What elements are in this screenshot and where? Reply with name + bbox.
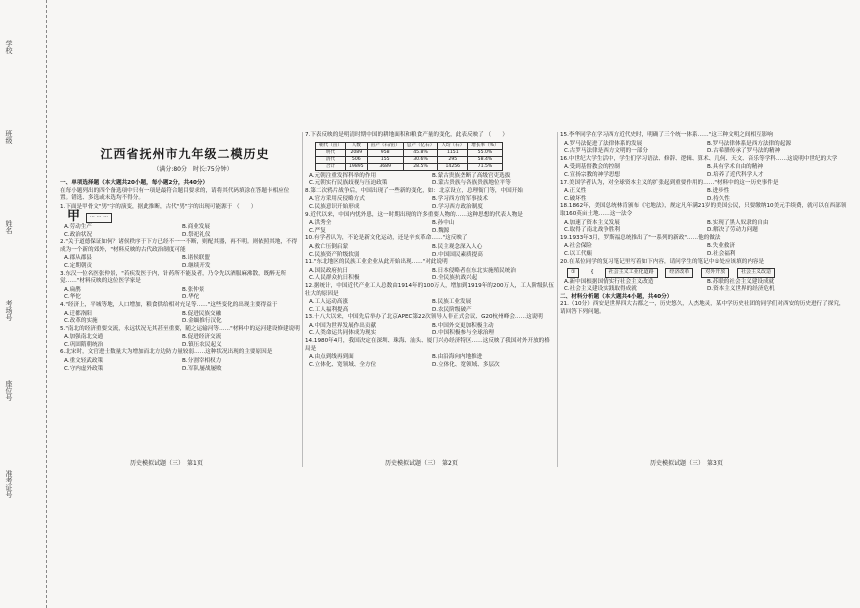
question-12-options: A.工人运动高涨 B.民族工业发展 C.工人福利提高 D.农民阶级破产 (309, 299, 472, 313)
question-11-options: A.国民政府抗日 B.日本侵略者在东北实施殖民统治 C.人民群众抗日积极 D.全民族抗战兴起 (309, 267, 516, 282)
binding-label-room: 考场号 (5, 300, 13, 321)
question-13: 13.十八大以来，中国先后举办了北京APEC第22次领导人非正式会议、G20杭州峰会……这说明 (305, 314, 543, 321)
question-6: 6.北宋时，文官进士数量大为增加而北方边防力量较弱……这种状况出现的主要原因是 (60, 349, 273, 356)
score-line: （满分:80分 时长:75分钟） (153, 166, 233, 173)
question-10: 10.有学者认为，不论是新文化运动，还是辛亥革命……"这反映了 (305, 235, 468, 242)
section-heading: 一、单项选择题（本大题共20小题，每小题2分，共40分） (60, 180, 209, 186)
question-11: 11."东北地区的民族工业企业从此开始出现……"对此说明 (305, 259, 448, 266)
question-18: 18.1862年，美国总统林肯颁布《宅地法》，规定凡年满21岁的美国公民，只要缴纳10美元手续费，就可以在西部领取160英亩土地……这一法令 (560, 203, 847, 217)
question-8: 8.第二次鸦片战争后，中国出现了一些新的变化，如：北京设立，总理衙门等，中国开始 (305, 187, 523, 194)
column-divider (302, 132, 303, 467)
question-15: 15.李华同学在学习西方近代史时，明确了三个统一体系……"这三种文明之间相互影响 (560, 132, 773, 138)
instruction: 在每小题列出的四个备选项中只有一项是最符合题目要求的，请将其代码填涂在答题卡相应位置。错选、多选或未选均不得分。 (60, 187, 290, 202)
question-8-options: A.官方采用反侵略方式 B.学习西方的军事技术 C.民族意识开始形成 D.学习西方政治制度 (309, 196, 488, 210)
binding-label-name: 姓名 (5, 220, 13, 234)
question-17: 17.美国学者认为，对全球资本主义的扩张起到重要作用的……"材料中的这一历史事件是 (560, 179, 779, 186)
question-5: 5."南北的经济重要交流，永远状况无其甚至重要，随之运输河等……"材料中的运河建设修建说明 (60, 325, 300, 332)
question-20-diagram (560, 267, 850, 279)
question-17-options: A.正义性 B.进步性 C.破坏性 D.持久性 (564, 188, 730, 202)
table-row: 合计 19895 3689 28.5% 14256 71.5% (316, 163, 503, 170)
question-19: 19.1933年3月，罗斯福总统推出了"一系列的新政"……他的做法 (560, 234, 721, 241)
question-7: 7.下表反映的是明清时期中国的耕地面积和粮食产量的变化，此表反映了 （ ） (305, 132, 508, 138)
question-9: 9.近代以来，中国内忧外患，这一时期出现的许多重要人物的……这种思想的代表人物是 (305, 211, 523, 218)
binding-margin (0, 0, 47, 608)
question-1-options: A.劳动生产 B.商业发展 C.政治状况 D.祭祀礼仪 (64, 223, 211, 238)
column-divider (557, 132, 558, 467)
question-12: 12.据统计，中国近代产业工人总数由1914年的100万人，增加到1919年的200万人，工人阶级队伍壮大的原因是 (305, 282, 554, 297)
binding-label-seat: 座位号 (5, 380, 13, 401)
brace-icon: { (590, 269, 594, 276)
question-19-options: A.社会保险 B.失业救济 C.以工代赈 D.社会福利 (564, 243, 736, 257)
diagram-node: 经济改革 (665, 268, 693, 278)
question-1: 1.下面是甲骨文"男"字的演变，据此推断，古代"男"字的出现可能源于 （ ） (60, 203, 257, 210)
question-3-options: A.扁鹊 B.张仲景 C.华佗 D.华佗 (64, 286, 205, 301)
question-14: 14.1980年4月，我国决定在深圳、珠海、汕头、厦门兴办经济特区……这反映了我国对外开放的格局是 (305, 338, 550, 352)
diagram-node: 社会主义改造 (737, 268, 775, 278)
page-footer-1: 历史模拟试题（三） 第1页 (130, 460, 203, 467)
oracle-bone-glyph-icon: 甲 (67, 209, 81, 225)
question-4: 4."经济上，平城等地，人口增加，粮食供给相对充足等……"这些变化的出现主要得益于 (60, 301, 278, 308)
question-2-options: A.郡从郡县 B.诸侯联盟 C.定期朝贡 D.继续开发 (64, 255, 211, 269)
binding-label-ticket: 准考证号 (5, 470, 13, 498)
binding-label-class: 班级 (5, 130, 13, 144)
diagram-node: 对外开放 (701, 268, 729, 278)
question-15-options: A.罗马法促进了法律体系的发展 B.罗马法律体系是西方法律的起源 C.古罗马法律是西方文明的一部分 D.古希腊传承了罗马法的精神 (564, 140, 791, 155)
question-10-options: A.救亡压倒启蒙 B.民主观念深入人心 C.民族资产阶级软弱 D.中国国民素质提高 (309, 243, 483, 258)
column-3 (560, 132, 850, 318)
table-row: 清代 506 155 30.6% 295 58.4% (316, 156, 503, 163)
question-16: 16.中世纪大学生活中，学生们学习语法、修辞、逻辑、算术、几何、天文、音乐等学科……这说明中世纪的大学 (560, 155, 838, 162)
page-footer-3: 历史模拟试题（三） 第3页 (650, 460, 723, 467)
question-20-options: A.新中国根据国情实行社会主义改造 B.苏联的社会主义建设成就 C.社会主义建设实践取得成就 D.资本主义世界的经济危机 (564, 278, 775, 293)
question-2: 2."关于道德保证如何？诸侯秩序于下方已经不一一不断，则配其器，再不明。则依照其地，不得成为一个新的郊外，"材料反映的古代政治制度可能 (60, 239, 298, 253)
question-18-options: A.加速了资本主义发展 B.实现了黑人奴隶的自由 C.取得了南北战争胜利 D.解决了劳动力问题 (564, 219, 769, 234)
question-16-options: A.受到基督教会的控制 B.具有学术自由的精神 C.宣扬宗教的神学思想 D.培养了近代科学人才 (564, 164, 764, 178)
evolution-strip-icon: ⋯ ⋯ ⋯ (86, 213, 112, 223)
diagram-center-node: ① (567, 268, 579, 278)
page-title: 江西省抚州市九年级二模历史 (100, 147, 270, 161)
column-2 (305, 132, 555, 369)
question-20: 20.在某位同学的复习笔记里写着如下内容，请问学生的笔记中①处应该填的内容是 (560, 258, 765, 265)
page-footer-2: 历史模拟试题（三） 第2页 (385, 460, 458, 467)
column-1 (60, 180, 300, 373)
question-21: 21.（10分）西安是世界四大古都之一，历史悠久，人杰地灵，某中学历史社团的同学们对西安的历史进行了探究，请回答下列问题。 (560, 301, 845, 316)
data-table (315, 142, 503, 171)
question-4-options: A.迁都洛阳 B.促进民族交融 C.改革的实施 D.金缅推行汉化 (64, 310, 222, 325)
binding-label-school: 学校 (5, 40, 13, 54)
question-1-figure (60, 209, 300, 225)
question-3: 3.东汉一位名医张仲景，"若疾发医于内，针药所不能及者，乃令先以酒服麻沸散，既醉无所觉……"材料反映的这位医学家是 (60, 270, 287, 285)
question-7-options: A.元朝注重发挥科举的作用 B.蒙古贵族垄断了高级官吏选拔 C.元朝实行民族歧视与压迫政策 D.蒙古贵族与各族贵族地位平等 (309, 172, 511, 187)
question-5-options: A.加强南北交通 B.促进经济交流 C.巩固隋朝统治 D.镇压农民起义 (64, 334, 222, 348)
question-6-options: A.重文轻武政策 B.分割宰相权力 C.守内虚外政策 D.军队屡战屡败 (64, 358, 222, 372)
table-header-row: 朝代（亩） 人数 亩产（石/亩） 总产（亿石） 人均（石） 增长率（%） (316, 142, 503, 149)
diagram-node: 社会主义工业化道路 (605, 268, 658, 278)
table-row: 明代 2089 958 45.8% 1151 55.0% (316, 149, 503, 156)
section-heading: 二、材料分析题（本大题共4小题，共40分） (560, 293, 673, 300)
question-9-options: A.洪秀全 B.孙中山 C.严复 D.魏源 (309, 220, 455, 234)
question-13-options: A.中国为世界发展作出贡献 B.中国外交更加积极主动 C.人类命运共同体成为现实 D.中国积极参与全球治理 (309, 322, 495, 337)
question-14-options: A.由点到线再到面 B.由沿海向内地推进 C.立体化、宽领域、全方位 D.立体化、宽领域、多层次 (309, 354, 500, 368)
